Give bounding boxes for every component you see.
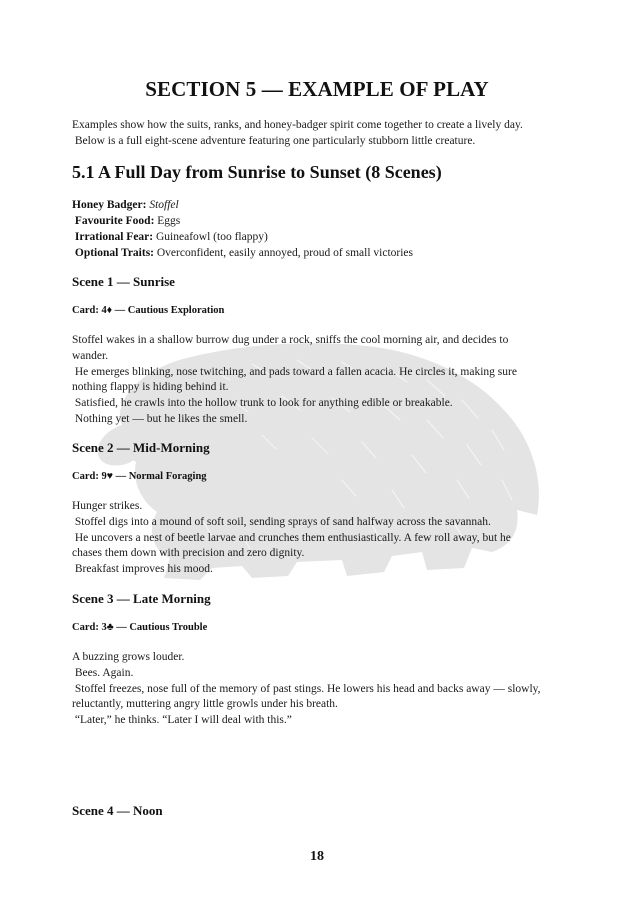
- scene-3-text: [72, 650, 562, 729]
- text-line: Bees. Again.: [72, 666, 134, 679]
- scene-2-card: Card: 9♥ — Normal Foraging: [72, 471, 207, 482]
- text-line: Stoffel wakes in a shallow burrow dug under a rock, sniffs the cool morning air, and decides to: [72, 334, 509, 346]
- scene-1-text: [72, 333, 562, 428]
- section-title: SECTION 5 — EXAMPLE OF PLAY: [145, 77, 489, 101]
- optional-traits-row: [72, 245, 413, 261]
- scene-2-heading: Scene 2 — Mid-Morning: [72, 440, 210, 455]
- text-line: A buzzing grows louder.: [72, 651, 185, 663]
- page-number: 18: [310, 849, 324, 864]
- text-line: Hunger strikes.: [72, 500, 143, 512]
- badger-label: Honey Badger:: [72, 199, 147, 211]
- favourite-food-row: [72, 213, 413, 229]
- text-line: Stoffel freezes, nose full of the memory of past stings. He lowers his head and backs away — slowly,: [72, 682, 541, 695]
- traits-label: Optional Traits:: [74, 247, 154, 259]
- badger-name: Stoffel: [149, 199, 179, 211]
- scene-1-card: Card: 4♦ — Cautious Exploration: [72, 305, 225, 316]
- irrational-fear-row: [72, 229, 413, 245]
- text-line: Nothing yet — but he likes the smell.: [72, 412, 248, 425]
- character-sheet: [72, 197, 413, 261]
- fear-value: Guineafowl (too flappy): [156, 231, 268, 243]
- text-line: nothing flappy is hiding behind it.: [72, 381, 229, 394]
- text-line: Stoffel digs into a mound of soft soil, sending sprays of sand halfway across the savannah.: [72, 515, 491, 528]
- scene-2-text: [72, 499, 562, 578]
- scene-1-heading: Scene 1 — Sunrise: [72, 274, 175, 289]
- scene-3-card: Card: 3♣ — Cautious Trouble: [72, 622, 208, 633]
- text-line: chases them down with precision and zero dignity.: [72, 547, 305, 560]
- intro-line: Below is a full eight-scene adventure featuring one particularly stubborn little creature.: [72, 135, 476, 147]
- intro-line: Examples show how the suits, ranks, and honey-badger spirit come together to create a lively day.: [72, 119, 523, 131]
- subsection-title: 5.1 A Full Day from Sunrise to Sunset (8 Scenes): [72, 162, 442, 182]
- text-line: wander.: [72, 349, 109, 362]
- food-value: Eggs: [157, 215, 181, 227]
- text-line: Satisfied, he crawls into the hollow trunk to look for anything edible or breakable.: [72, 397, 453, 410]
- character-name-row: [72, 197, 413, 213]
- intro-paragraph: [72, 117, 523, 149]
- text-line: Breakfast improves his mood.: [72, 563, 213, 576]
- food-label: Favourite Food:: [74, 215, 155, 227]
- text-line: He uncovers a nest of beetle larvae and crunches them enthusiastically. A few roll away, but he: [72, 531, 511, 544]
- traits-value: Overconfident, easily annoyed, proud of small victories: [156, 247, 413, 259]
- text-line: “Later,” he thinks. “Later I will deal with this.”: [72, 714, 292, 727]
- fear-label: Irrational Fear:: [74, 231, 154, 243]
- text-line: He emerges blinking, nose twitching, and pads toward a fallen acacia. He circles it, making sure: [72, 365, 517, 378]
- scene-3-heading: Scene 3 — Late Morning: [72, 591, 211, 606]
- text-line: reluctantly, muttering angry little growls under his breath.: [72, 698, 338, 711]
- scene-4-heading: Scene 4 — Noon: [72, 803, 163, 818]
